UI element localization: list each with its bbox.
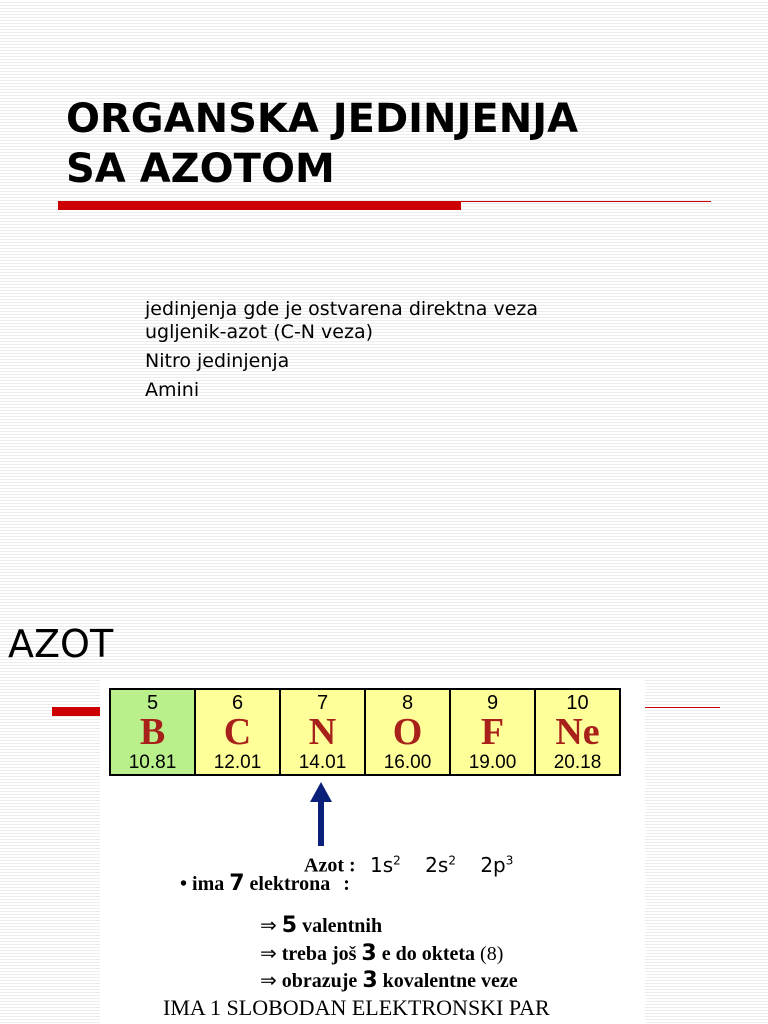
section-heading: AZOT (8, 622, 114, 666)
element-symbol: C (223, 711, 252, 753)
title-underline-thick (58, 201, 461, 210)
title-line-2: SA AZOTOM (66, 146, 335, 192)
implication-line: ⇒ treba još 3 e do okteta (8) (260, 941, 504, 966)
bullet-item: Nitro jedinjenja (145, 350, 290, 372)
atomic-mass: 14.01 (298, 752, 347, 773)
atomic-number: 5 (146, 692, 159, 714)
atomic-mass: 16.00 (383, 752, 432, 773)
electrons-line: • ima 7 elektrona : (180, 871, 350, 896)
element-cell-c (196, 690, 281, 774)
atomic-number: 6 (231, 692, 244, 714)
bullet-dot-icon: • (180, 873, 188, 895)
atomic-number: 10 (566, 692, 589, 714)
element-cell-b (111, 690, 196, 774)
title-underline-thin (461, 201, 711, 202)
orbital: $2p^3$ (480, 852, 514, 877)
bullet-item: Amini (145, 379, 200, 401)
atomic-number: 7 (316, 692, 329, 714)
element-symbol: Ne (555, 711, 600, 753)
bullet-item: jedinjenja gde je ostvarena direktna veza ugljenik-azot (C-N veza) (145, 298, 538, 343)
atomic-mass: 19.00 (468, 752, 517, 773)
section-underline-thin (645, 707, 720, 708)
element-cell-f (451, 690, 536, 774)
bullet-list (145, 298, 625, 408)
title-line-1: ORGANSKA JEDINJENJA (66, 96, 579, 142)
periodic-table-strip (109, 688, 621, 776)
atomic-number: 9 (486, 692, 499, 714)
atomic-mass: 12.01 (213, 752, 262, 773)
element-symbol: O (392, 711, 423, 753)
orbital: $1s^2$ (370, 852, 401, 877)
implies-arrow-icon: ⇒ (260, 915, 277, 937)
atomic-mass: 20.18 (553, 752, 602, 773)
slide-title (66, 94, 726, 194)
implication-line: ⇒ obrazuje 3 kovalentne veze (260, 968, 518, 993)
element-cell-n (281, 690, 366, 774)
atomic-number: 8 (401, 692, 414, 714)
orbital: $2s^2$ (425, 852, 456, 877)
element-symbol: B (139, 711, 166, 753)
nitrogen-figure (100, 680, 645, 1024)
implication-line: ⇒ 5 valentnih (260, 913, 383, 938)
element-symbol: F (480, 711, 505, 753)
implies-arrow-icon: ⇒ (260, 943, 277, 965)
implies-arrow-icon: ⇒ (260, 970, 277, 992)
element-symbol: N (308, 711, 337, 753)
free-electron-pair-note: IMA 1 SLOBODAN ELEKTRONSKI PAR (163, 995, 550, 1020)
element-cell-ne (536, 690, 619, 774)
arrow-up-icon (308, 782, 334, 846)
atomic-mass: 10.81 (128, 752, 177, 773)
section-underline-thick (52, 707, 100, 716)
element-cell-o (366, 690, 451, 774)
config-label: Azot : (304, 854, 356, 877)
